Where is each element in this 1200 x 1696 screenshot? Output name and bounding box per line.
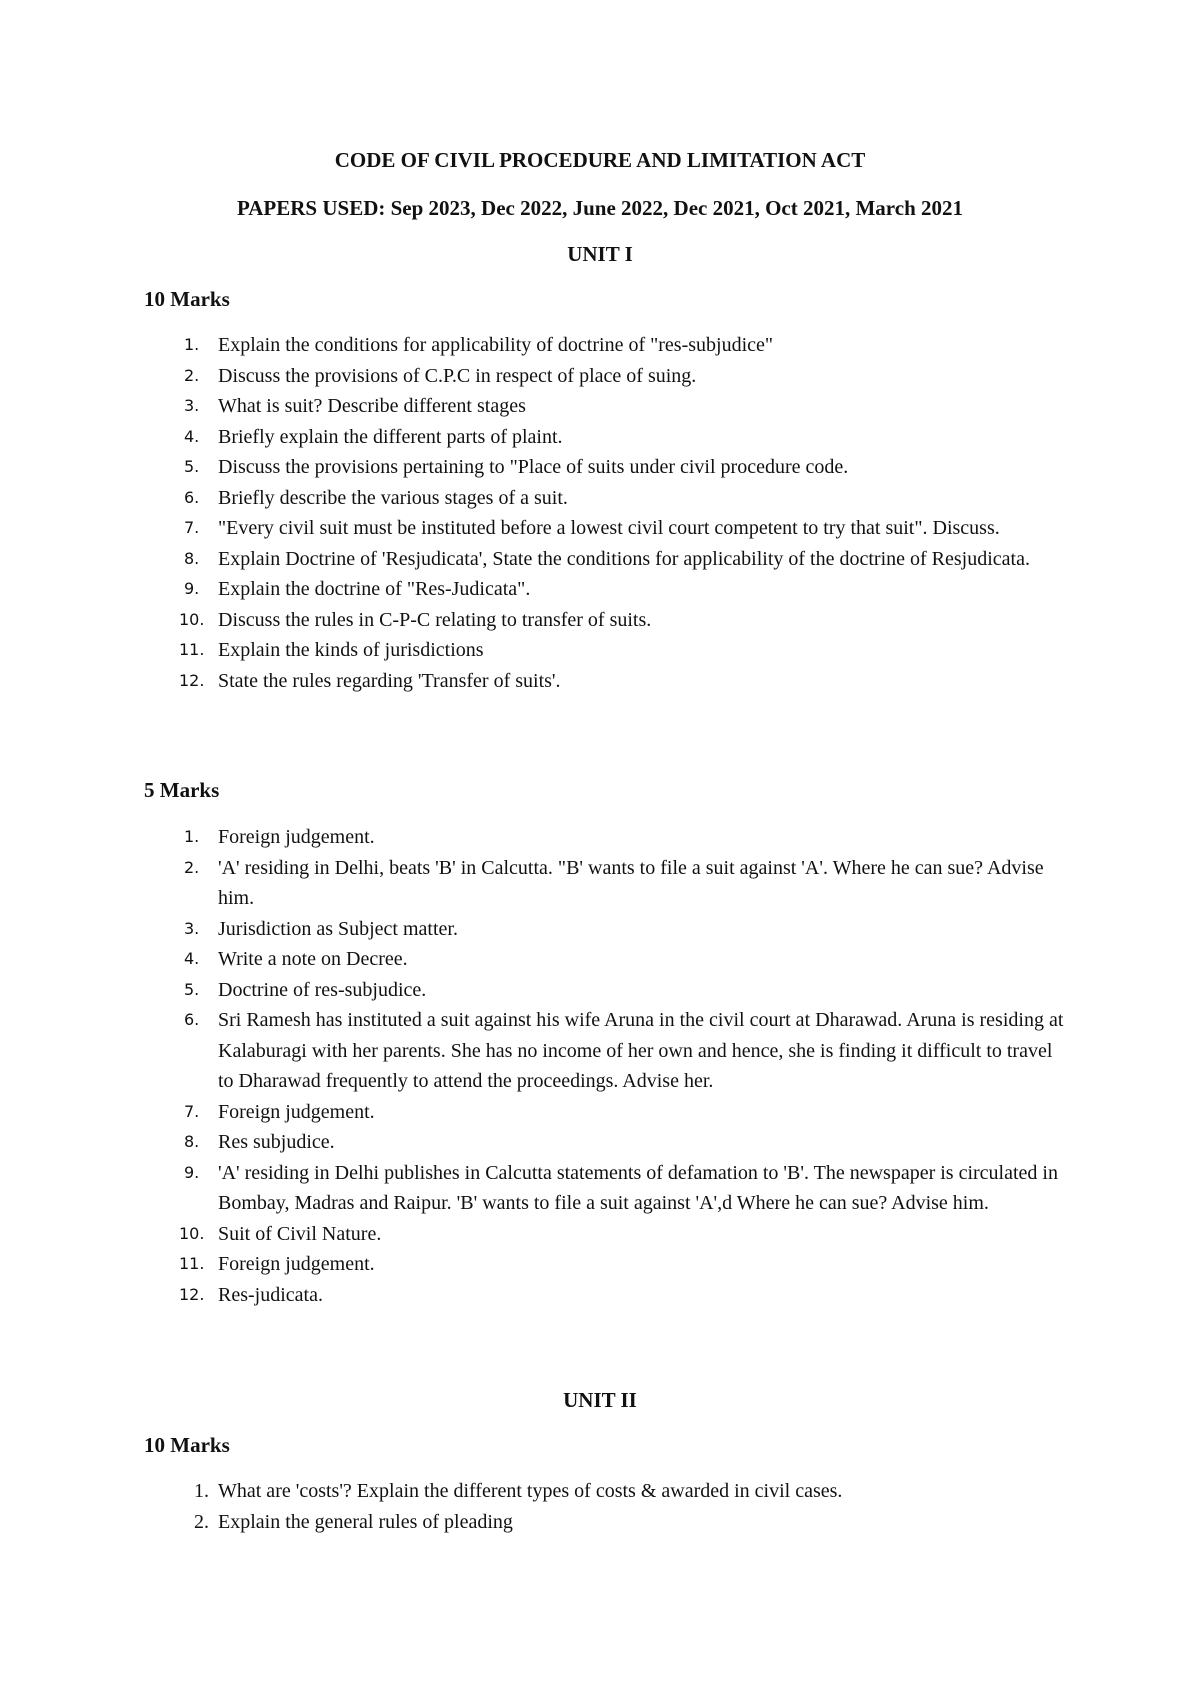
question-item	[0, 975, 1200, 1006]
question-number: 8.	[184, 1132, 200, 1151]
question-item	[0, 1127, 1200, 1158]
marks-heading: 10 Marks	[144, 1433, 230, 1457]
question-text: Briefly describe the various stages of a suit.	[218, 486, 568, 509]
question-number: 8.	[184, 548, 200, 568]
question-text: Write a note on Decree.	[218, 948, 408, 970]
question-item	[0, 361, 1200, 392]
question-number: 4.	[184, 949, 200, 968]
question-list	[0, 330, 1200, 696]
question-number: 7.	[184, 1101, 200, 1121]
question-number: 6.	[184, 487, 200, 507]
papers-used-line: PAPERS USED: Sep 2023, Dec 2022, June 2022, Dec 2021, Oct 2021, March 2021	[236, 196, 963, 220]
question-number: 11.	[179, 1254, 205, 1273]
question-number: 12.	[179, 1284, 205, 1304]
question-item	[0, 1507, 1200, 1538]
question-text: Explain the general rules of pleading	[218, 1510, 513, 1533]
question-number: 9.	[184, 1162, 200, 1182]
question-text: Sri Ramesh has instituted a suit against his wife Aruna in the civil court at Dharawad. Aruna is residing at Kalaburagi with her parents. She has no income of her own and hence, she is finding it difficult to travel to Dharawad frequently to attend the proceedings. Advise her.	[218, 1009, 1064, 1092]
question-text: Res subjudice.	[218, 1131, 335, 1153]
question-text: What are 'costs'? Explain the different types of costs & awarded in civil cases.	[218, 1480, 843, 1502]
question-text: Res-judicata.	[218, 1283, 323, 1306]
question-item	[0, 944, 1200, 975]
document-title: CODE OF CIVIL PROCEDURE AND LIMITATION ACT	[334, 148, 866, 172]
question-item	[0, 822, 1200, 853]
question-text: Briefly explain the different parts of plaint.	[218, 425, 563, 448]
unit-heading: UNIT I	[567, 242, 633, 266]
question-text: Discuss the provisions of C.P.C in respect of place of suing.	[218, 364, 697, 387]
question-text: Explain the kinds of jurisdictions	[218, 639, 484, 661]
question-item	[0, 1280, 1200, 1311]
question-text: Discuss the rules in C-P-C relating to transfer of suits.	[218, 608, 652, 631]
question-item	[0, 1219, 1200, 1250]
question-number: 10.	[179, 609, 205, 629]
unit-heading: UNIT II	[563, 1388, 637, 1412]
question-item	[0, 391, 1200, 422]
question-number: 5.	[184, 457, 200, 476]
question-text: Foreign judgement.	[218, 1100, 375, 1123]
question-item	[0, 452, 1200, 483]
question-number: 7.	[184, 518, 200, 537]
question-list	[0, 1476, 1200, 1537]
question-text: 'A' residing in Delhi publishes in Calcutta statements of defamation to 'B'. The newspaper is circulated in Bombay, Madras and Raipur. 'B' wants to file a suit against 'A',d Where he can sue? Advise him.	[218, 1161, 1058, 1214]
question-number: 6.	[184, 1010, 200, 1029]
question-text: Foreign judgement.	[218, 1253, 375, 1275]
question-text: Explain the conditions for applicability of doctrine of "res-subjudice"	[218, 334, 774, 356]
question-number: 2.	[184, 365, 200, 385]
question-number: 2.	[184, 857, 200, 877]
question-item	[0, 1476, 1200, 1507]
question-text: Discuss the provisions pertaining to "Place of suits under civil procedure code.	[218, 456, 849, 478]
question-item	[0, 574, 1200, 605]
question-text: Doctrine of res-subjudice.	[218, 978, 427, 1001]
question-number: 3.	[184, 396, 200, 415]
question-text: Suit of Civil Nature.	[218, 1222, 382, 1245]
question-item	[0, 605, 1200, 636]
question-item	[0, 1097, 1200, 1128]
question-item	[0, 635, 1200, 666]
question-item	[0, 483, 1200, 514]
question-item	[0, 1249, 1200, 1280]
question-item	[0, 513, 1200, 544]
question-number: 4.	[184, 426, 200, 446]
question-text: Jurisdiction as Subject matter.	[218, 917, 458, 940]
question-text: Explain the doctrine of "Res-Judicata".	[218, 578, 531, 600]
question-text: Explain Doctrine of 'Resjudicata', State the conditions for applicability of the doctrine of Resjudicata.	[218, 547, 1030, 570]
marks-heading: 5 Marks	[144, 778, 220, 802]
marks-heading: 10 Marks	[144, 287, 230, 311]
question-item	[0, 422, 1200, 453]
question-item	[0, 914, 1200, 945]
question-number: 5.	[184, 979, 200, 999]
question-number: 11.	[179, 640, 205, 659]
question-item	[0, 330, 1200, 361]
question-item	[0, 666, 1200, 697]
question-text: 'A' residing in Delhi, beats 'B' in Calcutta. "B' wants to file a suit against 'A'. Where he can sue? Advise him.	[218, 856, 1044, 909]
question-item	[0, 544, 1200, 575]
question-list	[0, 822, 1200, 1310]
question-number: 10.	[179, 1223, 205, 1243]
question-text: State the rules regarding 'Transfer of suits'.	[218, 669, 561, 692]
question-item	[0, 853, 1200, 914]
question-item	[0, 1005, 1200, 1097]
question-text: Foreign judgement.	[218, 826, 375, 848]
question-number: 2.	[194, 1510, 209, 1533]
question-number: 1.	[194, 1480, 209, 1502]
question-text: "Every civil suit must be instituted before a lowest civil court competent to try that suit". Discuss.	[218, 517, 1000, 539]
question-number: 12.	[179, 670, 205, 690]
question-item	[0, 1158, 1200, 1219]
question-number: 1.	[184, 827, 200, 846]
question-number: 1.	[184, 335, 200, 354]
question-text: What is suit? Describe different stages	[218, 395, 526, 417]
question-number: 3.	[184, 918, 200, 938]
question-number: 9.	[184, 579, 200, 598]
